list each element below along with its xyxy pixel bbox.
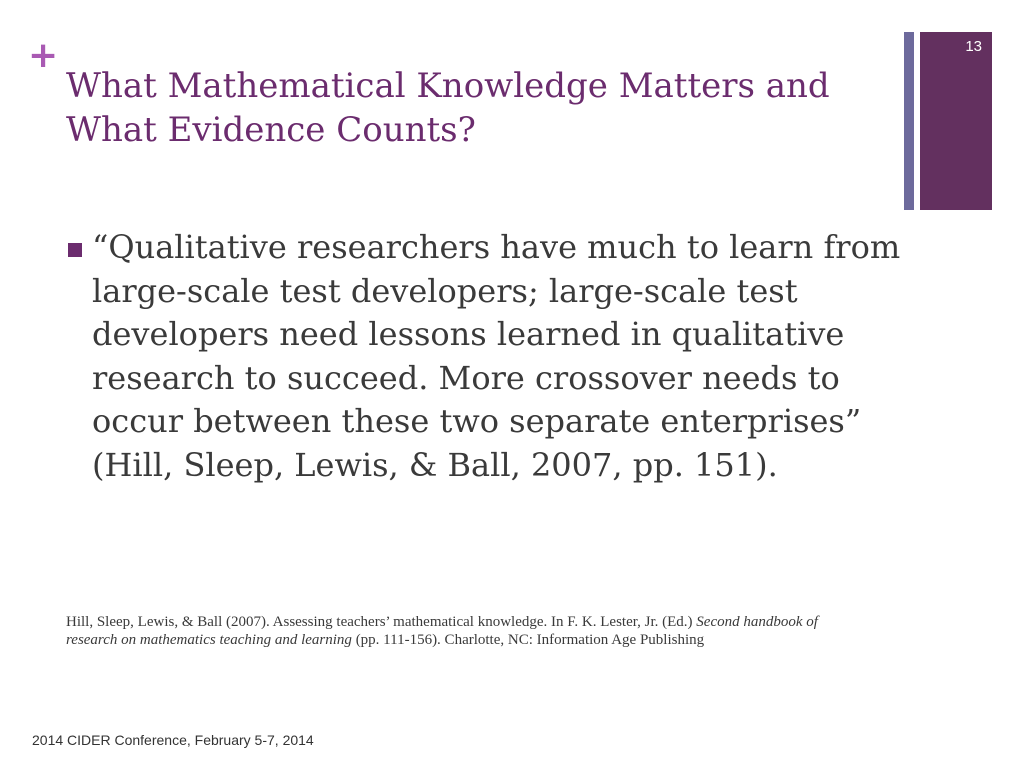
- bullet-item: [66, 226, 906, 487]
- square-bullet-icon: [68, 243, 82, 257]
- reference-citation: [66, 613, 866, 649]
- decorative-bar-wide: [920, 32, 992, 210]
- footer-text: 2014 CIDER Conference, February 5-7, 2014: [32, 732, 314, 748]
- quote-text: “Qualitative researchers have much to learn from large-scale test developers; large-scale test developers need lessons learned in qualitative research to succeed. More crossover needs to occur between these two separate enterprises” (Hill, Sleep, Lewis, & Ball, 2007, pp. 151).: [92, 228, 901, 484]
- reference-book-title: Second handbook of research on mathematics teaching and learning: [66, 614, 818, 648]
- plus-icon: +: [28, 35, 59, 76]
- decorative-bar-thin: [904, 32, 914, 210]
- slide-number: 13: [965, 38, 982, 55]
- reference-text-part2: (pp. 111-156). Charlotte, NC: Information Age Publishing: [351, 632, 705, 648]
- slide-title: What Mathematical Knowledge Matters and What Evidence Counts?: [66, 66, 830, 150]
- reference-text-part1: Hill, Sleep, Lewis, & Ball (2007). Assessing teachers’ mathematical knowledge. In F. K. Lester, Jr. (Ed.): [66, 614, 697, 630]
